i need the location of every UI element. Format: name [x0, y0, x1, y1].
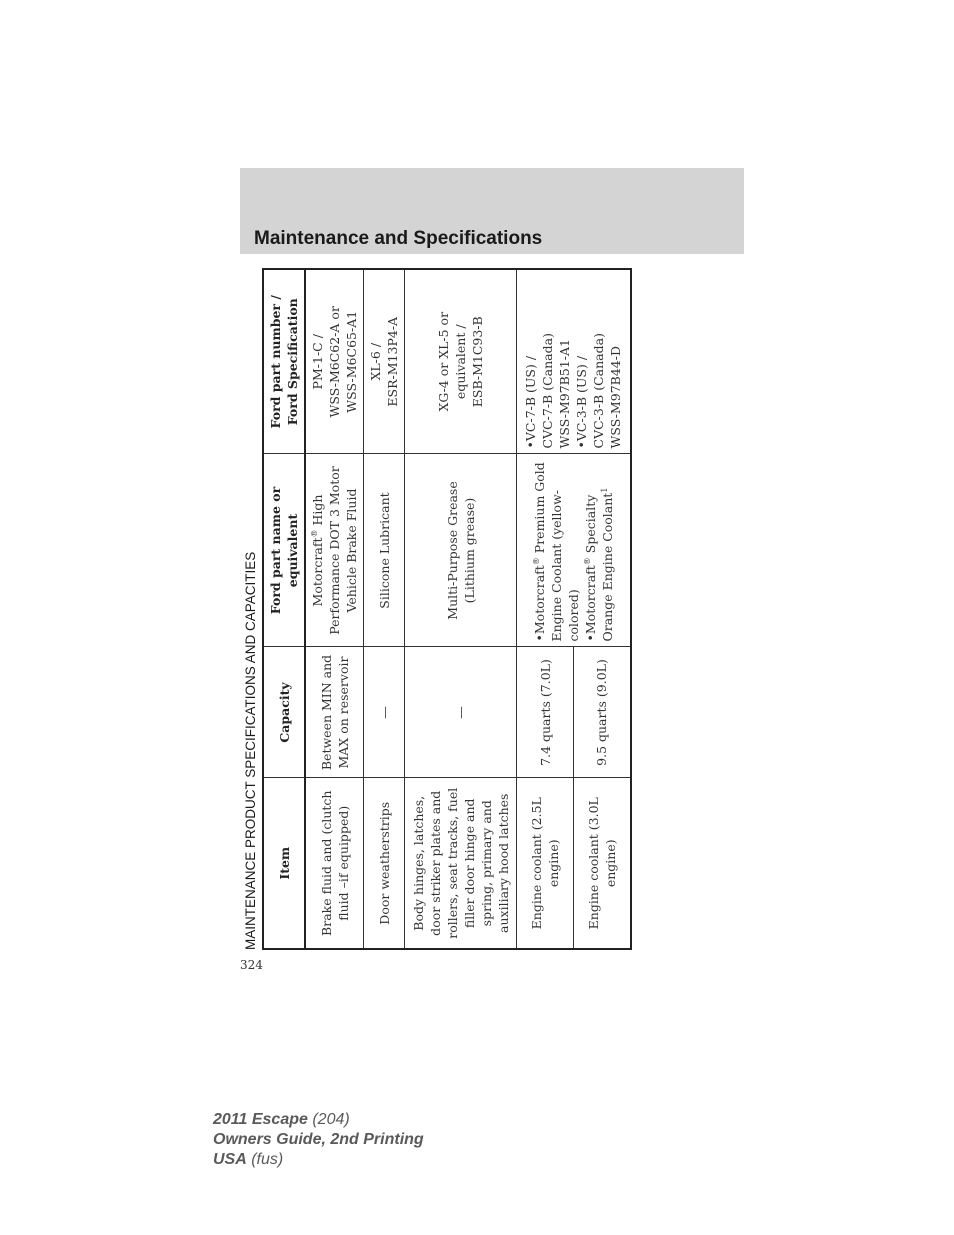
- header-part-number-line1: Ford part number /: [268, 295, 283, 429]
- capacity-cell: —: [364, 647, 405, 778]
- part-number-cell: [364, 269, 405, 454]
- footer-code: (204): [307, 1111, 350, 1128]
- registered-mark: ®: [309, 529, 319, 538]
- part-number-cell: [517, 269, 631, 454]
- table-row: [364, 269, 405, 949]
- part-name-text: Motorcraft: [582, 565, 598, 635]
- spec-line: XG-4 or XL-5 or: [436, 311, 451, 412]
- item-cell: Door weatherstrips: [364, 778, 405, 949]
- part-number-cell: [305, 269, 364, 454]
- footer-line: [213, 1150, 424, 1170]
- header-part-name: Ford part name or equivalent: [263, 454, 305, 647]
- item-cell: Body hinges, latches, door striker plates and rollers, seat tracks, fuel filler door hinge and spring, primary and auxiliary hood latches: [405, 778, 517, 949]
- specifications-table: [262, 268, 632, 950]
- part-name-cell: [517, 454, 631, 647]
- header-item: Item: [263, 778, 305, 949]
- coolant-option: [531, 460, 582, 642]
- part-name-cell: Silicone Lubricant: [364, 454, 405, 647]
- table-row: [405, 269, 517, 949]
- spec-line: CVC-7-B (Canada): [540, 333, 556, 449]
- capacity-cell: —: [405, 647, 517, 778]
- table-row: [517, 269, 574, 949]
- header-part-number: [263, 269, 305, 454]
- spec-line: XL-6 /: [368, 342, 383, 381]
- part-name-text: Motorcraft: [531, 565, 547, 635]
- table-row: [305, 269, 364, 949]
- spec-line: ESR-M13P4-A: [385, 316, 400, 407]
- part-name-line: (Lithium grease): [461, 497, 477, 604]
- spec-line: WSS-M6C62-A or: [327, 306, 342, 418]
- part-name-cell: [405, 454, 517, 647]
- part-number-cell: [405, 269, 517, 454]
- registered-mark: ®: [582, 557, 592, 566]
- header-part-number-line2: Ford Specification: [285, 298, 300, 426]
- part-name-text: High Performance DOT 3 Motor Vehicle Brake Fluid: [310, 466, 359, 635]
- header-capacity: Capacity: [263, 647, 305, 778]
- footnote-mark: 1: [599, 487, 609, 493]
- bullet: •: [582, 634, 598, 642]
- part-name-line: Multi-Purpose Grease: [444, 481, 460, 620]
- page-number: 324: [240, 958, 263, 972]
- part-name-cell: [305, 454, 364, 647]
- spec-line: WSS-M97B51-A1: [557, 339, 573, 449]
- spec-line: WSS-M6C65-A1: [344, 310, 359, 413]
- table-header-row: [263, 269, 305, 949]
- part-name-text: Motorcraft: [310, 537, 325, 607]
- footer-model: 2011 Escape: [213, 1111, 308, 1128]
- spec-line: PM-1-C /: [310, 334, 325, 390]
- spec-line: WSS-M97B44-D: [608, 346, 624, 449]
- footer-market: USA: [213, 1151, 247, 1168]
- bullet: •: [531, 634, 547, 642]
- spec-line: CVC-3-B (Canada): [591, 333, 607, 449]
- spec-line: equivalent /: [453, 324, 468, 400]
- section-title: MAINTENANCE PRODUCT SPECIFICATIONS AND CAPACITIES: [243, 551, 258, 950]
- document-footer: [213, 1110, 424, 1170]
- part-name-text: Premium Gold Engine Coolant (yellow-colored): [531, 462, 581, 642]
- capacity-cell: 9.5 quarts (9.0L): [574, 647, 631, 778]
- registered-mark: ®: [531, 557, 541, 566]
- part-name-text: Specialty Orange Engine Coolant: [582, 492, 615, 642]
- item-cell: Brake fluid and (clutch fluid –if equipped): [305, 778, 364, 949]
- footer-line: [213, 1130, 424, 1150]
- coolant-option: [582, 460, 616, 642]
- spec-line: ESB-M1C93-B: [470, 316, 485, 408]
- item-cell: Engine coolant (2.5L engine): [517, 778, 574, 949]
- footer-code: (fus): [246, 1151, 284, 1168]
- page-header-title: Maintenance and Specifications: [254, 228, 543, 249]
- item-cell: Engine coolant (3.0L engine): [574, 778, 631, 949]
- spec-line: •VC-7-B (US) /: [523, 355, 539, 449]
- capacity-cell: 7.4 quarts (7.0L): [517, 647, 574, 778]
- footer-line: [213, 1110, 424, 1130]
- footer-edition: Owners Guide, 2nd Printing: [213, 1131, 424, 1148]
- capacity-cell: Between MIN and MAX on reservoir: [305, 647, 364, 778]
- rotated-spec-section: [240, 270, 920, 950]
- spec-line: •VC-3-B (US) /: [574, 355, 590, 449]
